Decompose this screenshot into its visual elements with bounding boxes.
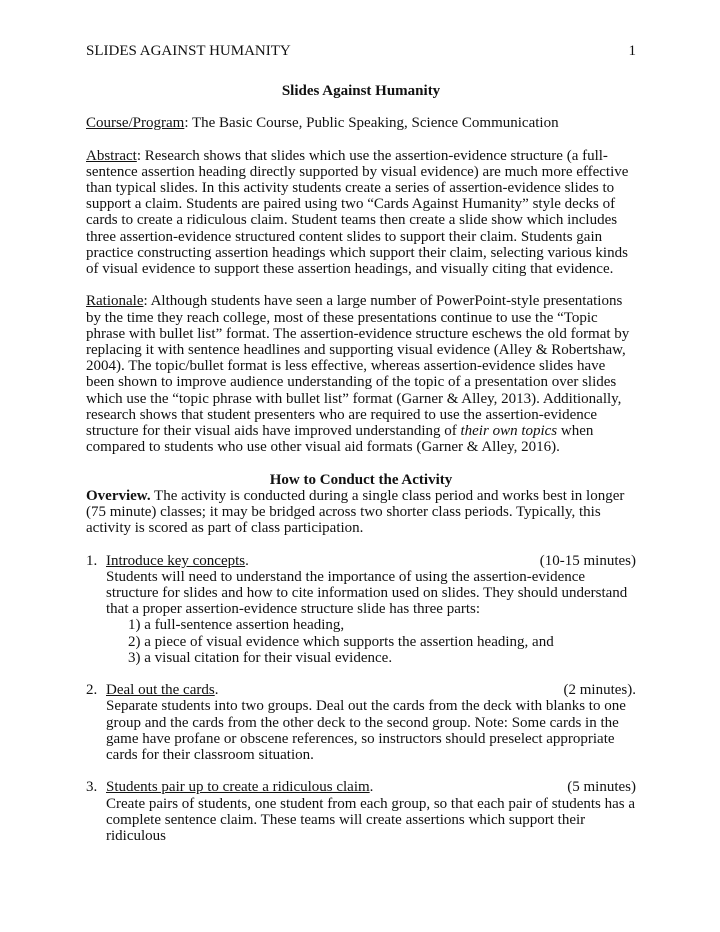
step-time: (10-15 minutes) <box>539 552 636 569</box>
course-text: : The Basic Course, Public Speaking, Science Communication <box>184 115 559 132</box>
step-title: Introduce key concepts <box>106 552 246 569</box>
rationale-paragraph <box>86 293 636 455</box>
course-paragraph <box>86 115 636 131</box>
running-head: SLIDES AGAINST HUMANITY <box>86 43 291 59</box>
course-label: Course/Program <box>86 115 185 132</box>
step-punct: . <box>214 682 219 699</box>
rationale-text-after: when compared to students who use other visual aid formats (Garner & Alley, 2016). <box>86 423 594 456</box>
abstract-text: : Research shows that slides which use the assertion-evidence structure (a full-sentence assertion heading directly supported by visual evidence) are much more effective than typical slides. In this activity students create a series of assertion-evidence slides to support a claim. Students are paired using two “Cards Against Humanity” style decks of cards to create a ridiculous claim. Student teams then create a slide show which includes three assertion-evidence structured content slides to support their claim. Students gain practice constructing assertion headings which support their claim, selecting various kinds of visual evidence to support these assertion headings, and visually citing that evidence. <box>86 147 629 278</box>
step-heading <box>106 682 636 698</box>
step-number: 1. <box>86 552 98 569</box>
step-title: Deal out the cards <box>106 682 215 699</box>
page-number: 1 <box>628 43 636 59</box>
step-heading <box>106 779 636 795</box>
rationale-label: Rationale <box>86 293 144 310</box>
page-header <box>86 41 636 61</box>
step-punct: . <box>369 779 374 796</box>
document-title: Slides Against Humanity <box>281 83 441 99</box>
overview-paragraph <box>86 488 636 537</box>
abstract-label: Abstract <box>86 147 137 164</box>
rationale-italic: their own topics <box>460 423 558 440</box>
step-text: Separate students into two groups. Deal out the cards from the deck with blanks to one group and the cards from the other deck to the second group. Note: Some cards in the game have profane or obscene references, so instructors should preselect appropriate cards for their classroom situation. <box>106 698 626 764</box>
step-text: Create pairs of students, one student from each group, so that each pair of students has a complete sentence claim. These teams will create assertions which support their ridiculous <box>106 795 636 845</box>
step-subitem: 2) a piece of visual evidence which supports the assertion heading, and <box>128 633 554 650</box>
step-heading <box>106 553 636 569</box>
rationale-text-before: : Although students have seen a large number of PowerPoint-style presentations by the time they reach college, most of these presentations continue to use the “Topic phrase with bullet list” format. The assertion-evidence structure eschews the old format by replacing it with sentence headlines and supporting visual evidence (Alley & Robertshaw, 2004). The topic/bullet format is less effective, whereas assertion-evidence slides have been shown to improve audience understanding of the topic of a presentation over slides which use the “topic phrase with bullet list” format (Garner & Alley, 2013). Additionally, research shows that student presenters who are required to use the assertion-evidence structure for their visual aids have improved understanding of <box>86 293 630 440</box>
step-subitem: 3) a visual citation for their visual evidence. <box>128 649 393 666</box>
overview-label: Overview. <box>86 487 151 504</box>
document-body <box>86 83 636 844</box>
section-heading: How to Conduct the Activity <box>269 471 453 488</box>
step-2 <box>86 682 636 763</box>
abstract-paragraph <box>86 148 636 278</box>
step-number: 2. <box>86 682 98 699</box>
step-text: Students will need to understand the importance of using the assertion-evidence structure for slides and how to cite information used on slides. They should understand that a proper assertion-evidence structure slide has three parts: <box>106 568 628 618</box>
step-3 <box>86 779 636 844</box>
step-title: Students pair up to create a ridiculous claim <box>106 779 370 796</box>
step-time: (2 minutes). <box>563 682 636 699</box>
overview-text: The activity is conducted during a single class period and works best in longer (75 minute) classes; it may be bridged across two shorter class periods. Typically, this activity is scored as part of class participation. <box>86 487 625 537</box>
step-punct: . <box>245 552 249 569</box>
step-time: (5 minutes) <box>567 779 636 796</box>
step-subitem: 1) a full-sentence assertion heading, <box>128 617 345 634</box>
step-1 <box>86 553 636 666</box>
step-number: 3. <box>86 779 98 796</box>
